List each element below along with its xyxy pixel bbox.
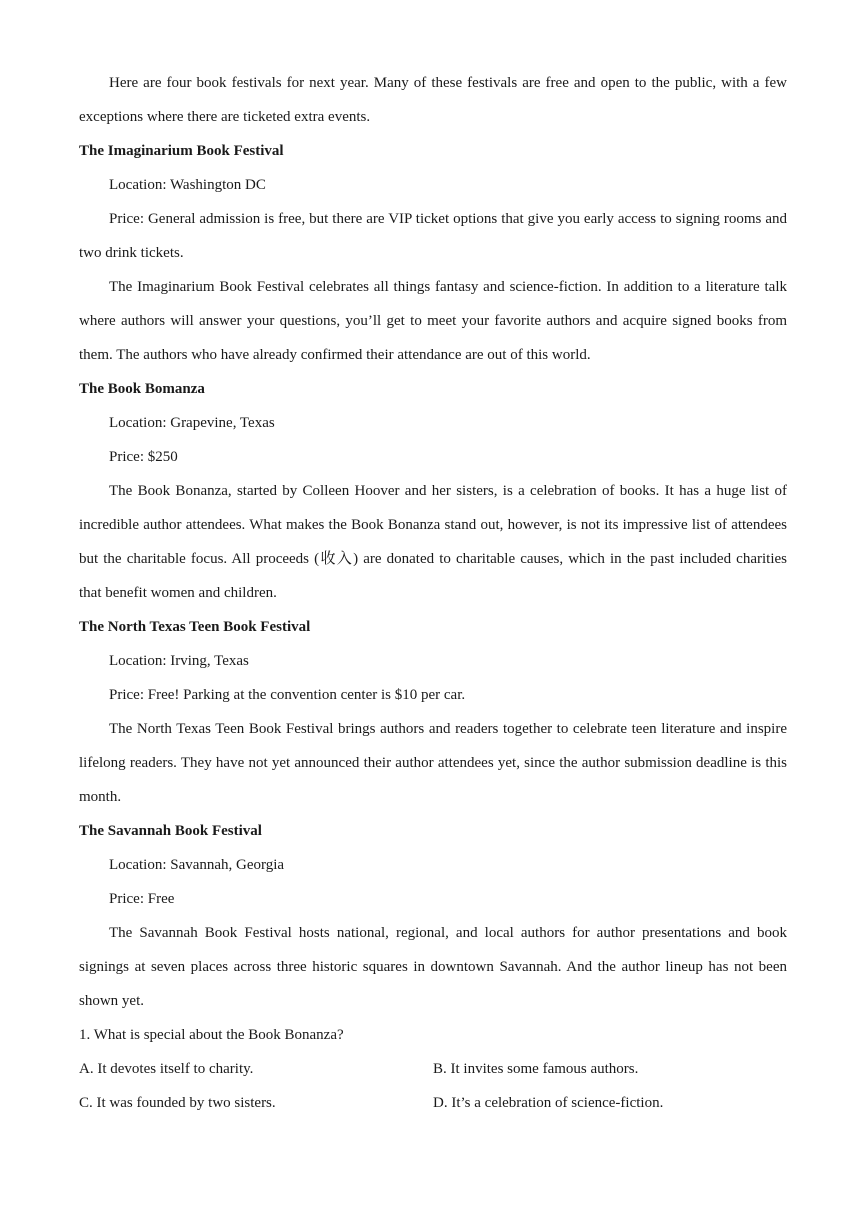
festival-desc-line: The Imaginarium Book Festival celebrates all things fantasy and science-fiction. In addition to a literature talk (109, 279, 787, 295)
festival-desc-line: month. (79, 789, 122, 805)
festival-price-line: Price: $250 (109, 449, 178, 465)
document-page (79, 66, 787, 1120)
festival-desc-line: shown yet. (79, 993, 144, 1009)
options-row (79, 1086, 787, 1120)
festival-title: The North Texas Teen Book Festival (79, 619, 311, 635)
festival-title: The Savannah Book Festival (79, 823, 262, 839)
festival-price-line: Price: Free! Parking at the convention center is $10 per car. (109, 687, 466, 703)
festival-section (79, 610, 787, 814)
festival-location: Location: Grapevine, Texas (109, 415, 275, 431)
festival-section (79, 372, 787, 610)
festival-desc-line: The Book Bonanza, started by Colleen Hoover and her sisters, is a celebration of books. It has a huge list of (109, 483, 787, 499)
festival-location: Location: Washington DC (109, 177, 266, 193)
question-block (79, 1018, 787, 1120)
festival-title: The Imaginarium Book Festival (79, 143, 284, 159)
festival-title: The Book Bomanza (79, 381, 205, 397)
festival-location: Location: Savannah, Georgia (109, 857, 285, 873)
festival-price-line: Price: Free (109, 891, 175, 907)
festival-desc-line: The North Texas Teen Book Festival brings authors and readers together to celebrate teen literature and inspire (109, 721, 787, 737)
option-b: B. It invites some famous authors. (433, 1061, 639, 1077)
festival-section (79, 134, 787, 372)
festival-desc-line: incredible author attendees. What makes the Book Bonanza stand out, however, is not its impressive list of attendees (79, 517, 787, 533)
festival-price-line: Price: General admission is free, but there are VIP ticket options that give you early access to signing rooms and (109, 211, 787, 227)
festival-location: Location: Irving, Texas (109, 653, 249, 669)
festival-desc-line: signings at seven places across three historic squares in downtown Savannah. And the author lineup has not been (79, 959, 787, 975)
festival-desc-line: them. The authors who have already confirmed their attendance are out of this world. (79, 347, 591, 363)
option-d: D. It’s a celebration of science-fiction. (433, 1095, 664, 1111)
intro-line-2: exceptions where there are ticketed extra events. (79, 109, 371, 125)
option-a: A. It devotes itself to charity. (79, 1061, 254, 1077)
festival-desc-line: lifelong readers. They have not yet announced their author attendees yet, since the author submission deadline is this (79, 755, 787, 771)
festival-desc-line: where authors will answer your questions, you’ll get to meet your favorite authors and acquire signed books from (79, 313, 787, 329)
question-stem: 1. What is special about the Book Bonanza? (79, 1027, 344, 1043)
intro-line-1: Here are four book festivals for next year. Many of these festivals are free and open to the public, with a few (109, 75, 787, 91)
festival-desc-line: The Savannah Book Festival hosts national, regional, and local authors for author presentations and book (109, 925, 787, 941)
festival-price-line: two drink tickets. (79, 245, 184, 261)
festival-desc-line: that benefit women and children. (79, 585, 277, 601)
festival-desc-line: but the charitable focus. All proceeds (收入) are donated to charitable causes, which in the past included charities (79, 551, 787, 567)
options-row (79, 1052, 787, 1086)
festival-section (79, 814, 787, 1018)
option-c: C. It was founded by two sisters. (79, 1095, 276, 1111)
